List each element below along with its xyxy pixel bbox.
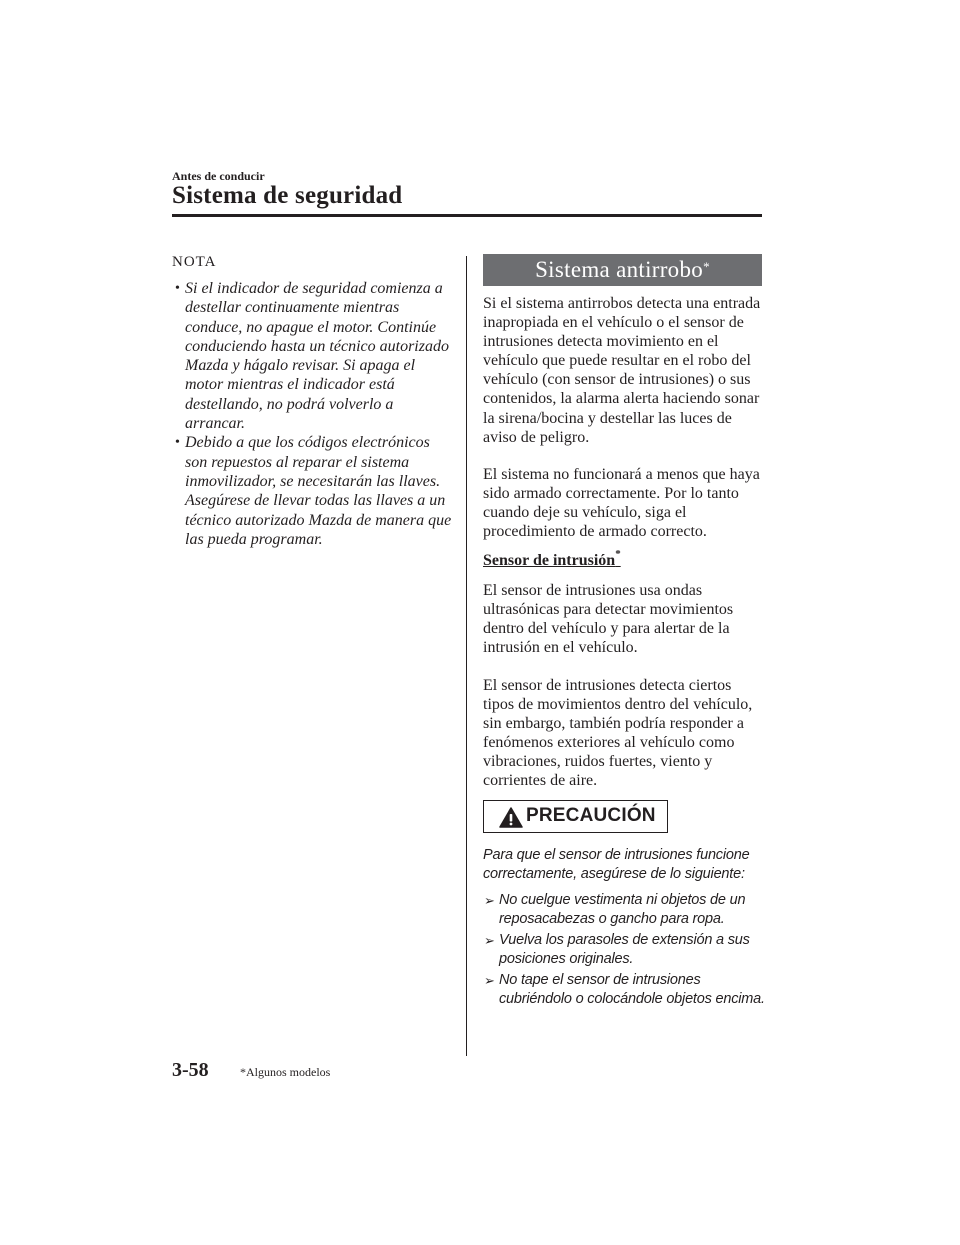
caution-item-text: Vuelva los parasoles de extensión a sus posiciones originales. (499, 932, 750, 967)
bullet-icon: • (175, 435, 180, 451)
paragraph: Si el sistema antirrobos detecta una entrada inapropiada en el vehículo o el sensor de intrusiones detecta movimiento en el vehículo que puede resultar en el robo del vehículo (con sensor de intrusiones) o sus contenidos, la alarma alerta haciendo sonar la sirena/bocina y destellar las luces de aviso de peligro. (483, 295, 761, 446)
caution-intro: Para que el sensor de intrusiones funcione correctamente, asegúrese de lo siguiente: (483, 847, 750, 882)
banner-footnote-mark: * (703, 259, 710, 274)
note-list (172, 279, 454, 549)
note-label: NOTA (172, 254, 217, 270)
header-divider (172, 214, 762, 217)
page-number: 3-58 (172, 1059, 209, 1081)
note-item-text: Si el indicador de seguridad comienza a destellar continuamente mientras conduce, no apague el motor. Continúe conduciendo hasta un técnico autorizado Mazda y hágalo revisar. Si apaga el motor mientras el indicador está destellando, no podrá volverlo a arrancar. (185, 280, 449, 433)
caution-item (483, 931, 768, 969)
subheading-text: Sensor de intrusión (483, 552, 616, 569)
caution-item-text: No tape el sensor de intrusiones cubriéndolo o colocándole objetos encima. (499, 972, 765, 1007)
caution-item (483, 891, 768, 929)
caution-list (483, 891, 768, 1011)
section-label: Antes de conducir (172, 169, 265, 183)
arrow-bullet-icon: ➢ (484, 973, 495, 988)
paragraph: El sensor de intrusiones detecta ciertos tipos de movimientos dentro del vehículo, sin embargo, también podría responder a fenómenos exteriores al vehículo como vibraciones, ruidos fuertes, viento y corrientes de aire. (483, 677, 753, 790)
page-title: Sistema de seguridad (172, 182, 403, 209)
note-item (172, 433, 454, 549)
caution-box (483, 800, 668, 833)
caution-item-text: No cuelgue vestimenta ni objetos de un reposacabezas o gancho para ropa. (499, 892, 746, 927)
paragraph: El sensor de intrusiones usa ondas ultrasónicas para detectar movimientos dentro del vehículo y para alertar de la intrusión en el vehículo. (483, 582, 734, 657)
arrow-bullet-icon: ➢ (484, 933, 495, 948)
caution-label: PRECAUCIÓN (526, 805, 656, 826)
subheading-footnote-mark: * (615, 548, 621, 560)
section-banner (483, 254, 762, 286)
arrow-bullet-icon: ➢ (484, 893, 495, 908)
footnote: *Algunos modelos (240, 1065, 331, 1079)
note-item (172, 279, 454, 433)
warning-triangle-icon (499, 807, 523, 828)
note-item-text: Debido a que los códigos electrónicos son repuestos al reparar el sistema inmovilizador, se necesitarán las llaves. Asegúrese de llevar todas las llaves a un técnico autorizado Mazda de manera que las pueda programar. (185, 434, 452, 548)
column-divider (466, 256, 467, 1056)
paragraph: El sistema no funcionará a menos que haya sido armado correctamente. Por lo tanto cuando deje su vehículo, siga el procedimiento de armado correcto. (483, 466, 760, 541)
bullet-icon: • (175, 281, 180, 296)
subheading (483, 548, 621, 570)
banner-title: Sistema antirrobo (535, 257, 704, 282)
caution-item (483, 971, 768, 1009)
